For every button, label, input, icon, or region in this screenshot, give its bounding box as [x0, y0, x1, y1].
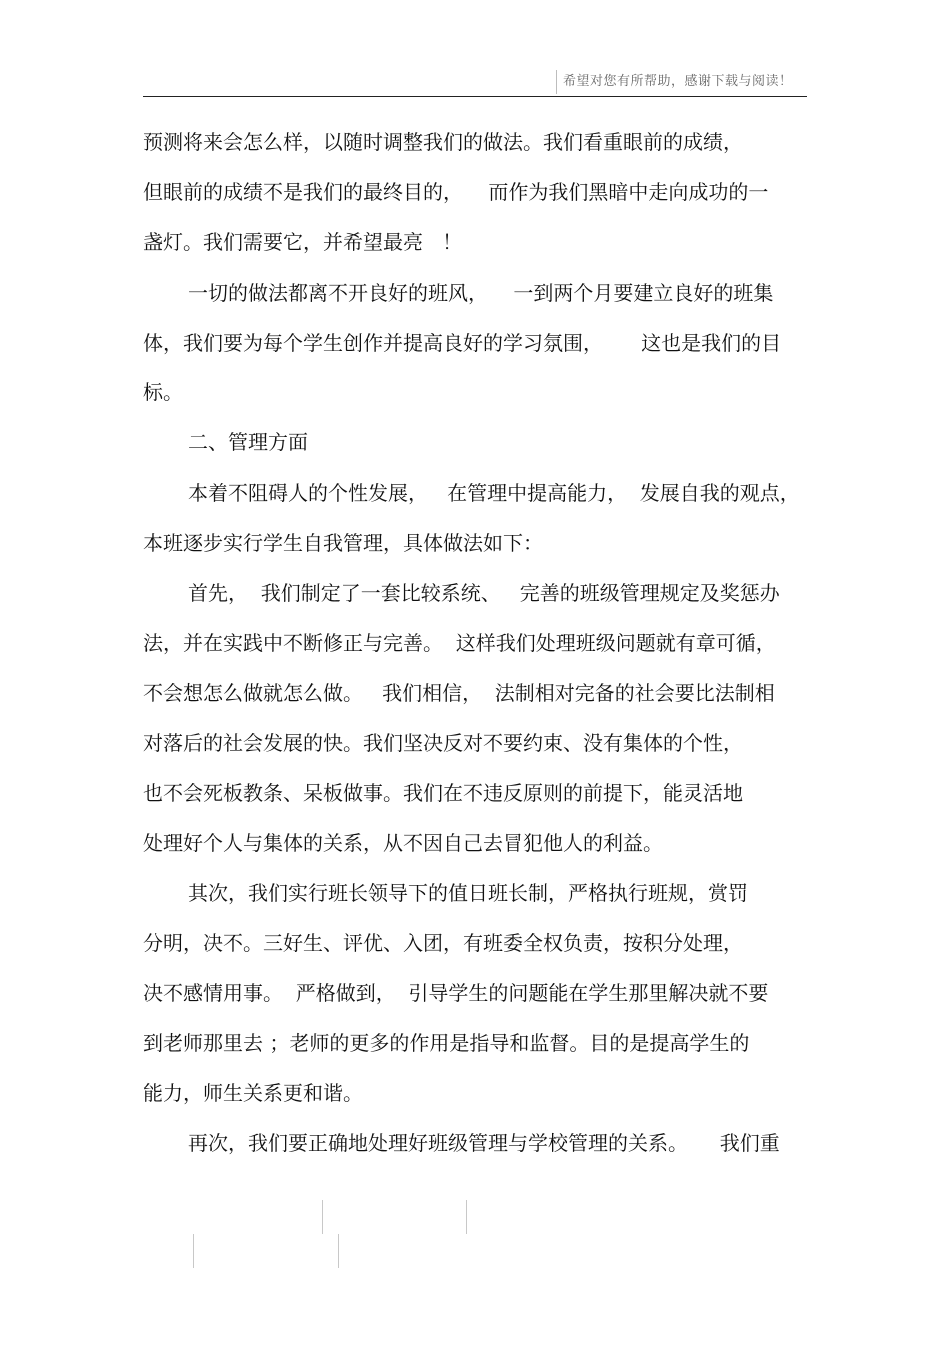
text-line: 对落后的社会发展的快。我们坚决反对不要约束、没有集体的个性， — [143, 731, 743, 755]
header-divider — [143, 96, 807, 97]
text-line: 能力，师生关系更和谐。 — [143, 1081, 363, 1105]
text-line: 预测将来会怎么样，以随时调整我们的做法。我们看重眼前的成绩， — [143, 130, 743, 154]
scan-artifact-line — [322, 1200, 323, 1234]
text-line: 决不感情用事。 严格做到， 引导学生的问题能在学生那里解决就不要 — [143, 981, 769, 1005]
section-heading: 二、管理方面 — [188, 430, 308, 454]
text-line: 标。 — [143, 380, 183, 404]
text-line: 但眼前的成绩不是我们的最终目的， 而作为我们黑暗中走向成功的一 — [143, 180, 769, 204]
header-note: 希望对您有所帮助，感谢下载与阅读！ — [556, 70, 806, 94]
text-line: 本着不阻碍人的个性发展， 在管理中提高能力， 发展自我的观点， — [188, 481, 800, 505]
text-line: 体，我们要为每个学生创作并提高良好的学习氛围， 这也是我们的目 — [143, 331, 782, 355]
text-line: 到老师那里去 ；老师的更多的作用是指导和监督。目的是提高学生的 — [143, 1031, 750, 1055]
scan-artifact-line — [193, 1234, 194, 1268]
text-line: 不会想怎么做就怎么做。 我们相信， 法制相对完备的社会要比法制相 — [143, 681, 775, 705]
text-line: 盏灯。我们需要它，并希望最亮 ！ — [143, 230, 463, 254]
text-line: 一切的做法都离不开良好的班风， 一到两个月要建立良好的班集 — [188, 281, 774, 305]
text-line: 法，并在实践中不断修正与完善。 这样我们处理班级问题就有章可循， — [143, 631, 776, 655]
scan-artifact-line — [466, 1200, 467, 1234]
text-line: 也不会死板教条、呆板做事。我们在不违反原则的前提下，能灵活地 — [143, 781, 743, 805]
text-line: 本班逐步实行学生自我管理，具体做法如下： — [143, 531, 543, 555]
text-line: 再次，我们要正确地处理好班级管理与学校管理的关系。 我们重 — [188, 1131, 780, 1155]
text-line: 首先， 我们制定了一套比较系统、 完善的班级管理规定及奖惩办 — [188, 581, 780, 605]
scan-artifact-line — [338, 1234, 339, 1268]
text-line: 分明，决不。三好生、评优、入团，有班委全权负责，按积分处理， — [143, 931, 743, 955]
text-line: 其次，我们实行班长领导下的值日班长制，严格执行班规，赏罚 — [188, 881, 748, 905]
text-line: 处理好个人与集体的关系，从不因自己去冒犯他人的利益。 — [143, 831, 663, 855]
